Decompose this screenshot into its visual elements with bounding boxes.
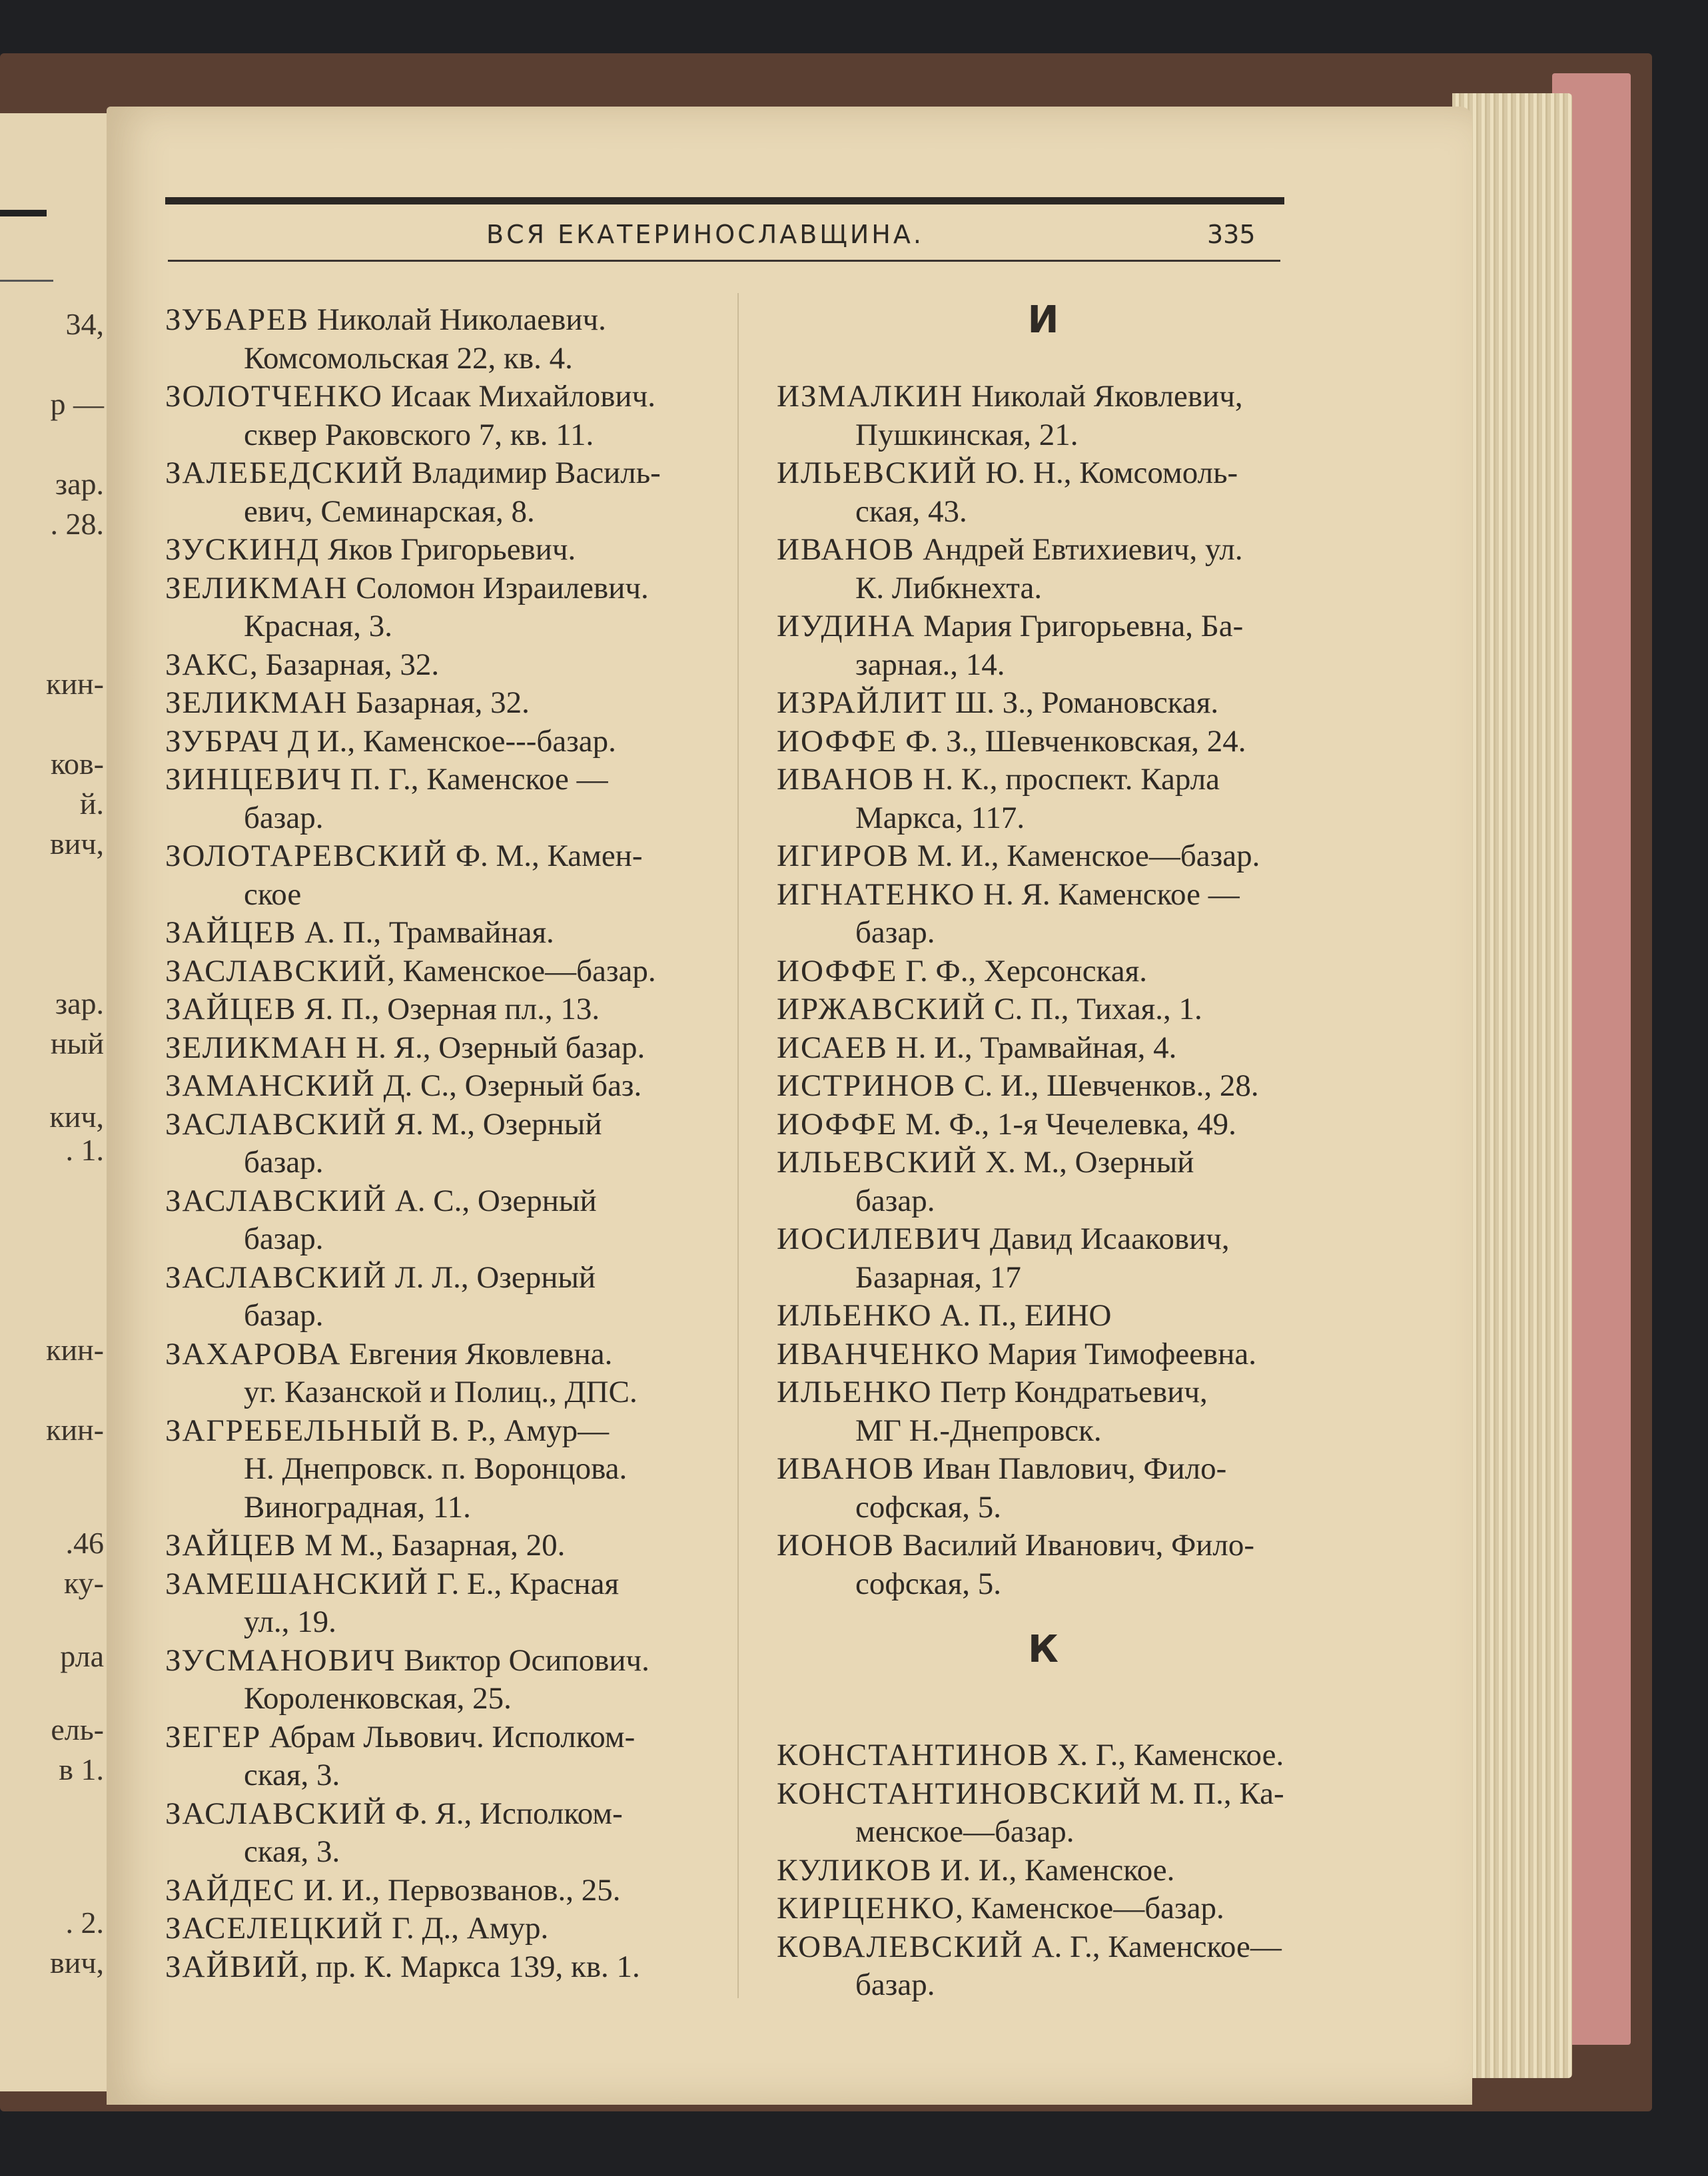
directory-entry [777,1852,1303,1890]
directory-entry [165,1718,698,1795]
entry-details: Д. С., Озерный баз. [375,1068,642,1103]
entry-continuation: базар. [855,1968,935,2002]
entry-first-line [165,684,698,723]
entry-surname: ЗАХАРОВА [165,1336,342,1371]
directory-entry [777,990,1303,1029]
directory-entry [777,1297,1303,1335]
entry-details: Давид Исаакович, [982,1222,1230,1256]
previous-page-fragment: зар. [55,467,104,501]
entry-first-line [165,1718,698,1757]
entry-details: , пр. К. Маркса 139, кв. 1. [300,1949,640,1984]
entry-surname: ЗАГРЕБЕЛЬНЫЙ [165,1413,423,1448]
left-column [165,301,698,1986]
entry-continuation: ское [244,877,302,912]
entry-details: Евгения Яковлевна. [341,1336,613,1371]
directory-entry [165,837,698,914]
entry-details: А. П., Трамвайная. [296,915,554,950]
entry-surname: ИЗМАЛКИН [777,379,964,414]
entry-first-line [165,1527,698,1565]
directory-entry [165,723,698,761]
directory-entry [165,1106,698,1182]
entry-surname: ИОФФЕ [777,1106,898,1142]
section-letter-i: И [1027,298,1059,342]
directory-entry [777,531,1303,607]
directory-entry [777,1144,1303,1220]
entry-first-line [777,1775,1303,1814]
entry-first-line [777,378,1303,416]
entry-details: Василий Иванович, Фило- [895,1528,1255,1563]
previous-page-fragment: ков- [50,747,104,781]
entry-details: Н. Я., Озерный базар. [348,1030,645,1065]
entry-surname: ЗЕЛИКМАН [165,685,348,720]
entry-surname: ИРЖАВСКИЙ [777,992,987,1026]
directory-entry [777,876,1303,952]
entry-continuation: Маркса, 117. [855,800,1025,835]
directory-entry [165,761,698,837]
entry-surname: ЗАМЕШАНСКИЙ [165,1566,429,1601]
directory-entry [165,684,698,723]
entry-continuation: Базарная, 17 [855,1260,1021,1295]
entry-details: Петр Кондратьевич, [932,1375,1208,1409]
entry-details: Абрам Львович. Исполком- [261,1719,636,1754]
entry-first-line [777,837,1303,876]
directory-entry [777,1067,1303,1106]
entry-surname: ИВАНОВ [777,762,915,797]
entry-details: Я. П., Озерная пл., 13. [296,992,600,1026]
entry-surname: ИВАНЧЕНКО [777,1336,981,1371]
section-i-entries [777,378,1303,1603]
entry-surname: ЗАСЛАВСКИЙ [165,1796,388,1831]
entry-surname: ИСТРИНОВ [777,1068,957,1103]
entry-surname: ЗАКС [165,647,250,682]
entry-first-line [165,378,698,416]
entry-surname: ЗУСКИНД [165,532,320,567]
entry-details: А. П., ЕИНО [932,1298,1112,1333]
entry-surname: ЗУБАРЕВ [165,302,310,337]
directory-entry [777,952,1303,991]
directory-entry [165,1565,698,1642]
directory-entry [165,952,698,991]
directory-entry [777,837,1303,876]
entry-details: М М., Базарная, 20. [296,1528,566,1563]
entry-continuation: базар. [855,915,935,950]
directory-entry [777,1527,1303,1603]
entry-surname: ЗАСЛАВСКИЙ [165,1260,388,1295]
entry-details: Иван Павлович, Фило- [915,1451,1227,1486]
directory-entry [777,1373,1303,1450]
entry-details: Базарная, 32. [348,685,530,720]
entry-first-line [165,952,698,991]
previous-page-fragment: в 1. [59,1752,104,1786]
entry-surname: ЗУСМАНОВИЧ [165,1642,396,1678]
previous-page-fragment: кин- [46,1413,104,1447]
directory-entry [165,1795,698,1872]
entry-details: Н. И., Трамвайная, 4. [887,1030,1177,1065]
previous-page-fragment: ный [50,1026,104,1060]
entry-details: Ю. Н., Комсомоль- [977,456,1238,490]
right-column [777,298,1303,2005]
entry-first-line [777,1736,1303,1775]
entry-surname: ИУДИНА [777,609,916,643]
entry-first-line [165,990,698,1029]
entry-first-line [777,1297,1303,1335]
previous-page-fragment: . 28. [50,507,104,541]
entry-continuation: Красная, 3. [244,609,392,643]
entry-surname: ЗАЙЦЕВ [165,915,297,950]
entry-details: Ф. З., Шевченковская, 24. [897,723,1246,759]
entry-surname: ЗАСЛАВСКИЙ [165,1183,388,1218]
entry-continuation: базар. [244,1222,324,1256]
running-title: ВСЯ ЕКАТЕРИНОСЛАВЩИНА. [486,220,924,249]
entry-details: Ф. М., Камен- [448,839,643,873]
entry-first-line [165,301,698,340]
entry-surname: КУЛИКОВ [777,1852,933,1888]
directory-entry [165,1335,698,1412]
entry-details: А. С., Озерный [387,1183,597,1218]
directory-entry [165,1642,698,1718]
entry-continuation: менское—базар. [855,1814,1074,1849]
entry-details: Андрей Евтихиевич, ул. [915,532,1243,567]
entry-surname: ИЛЬЕНКО [777,1375,933,1409]
previous-page-fragment: кин- [46,667,104,701]
entry-first-line [777,1852,1303,1890]
entry-surname: КОВАЛЕВСКИЙ [777,1929,1024,1964]
entry-first-line [165,1642,698,1680]
directory-entry [165,646,698,685]
entry-first-line [165,454,698,493]
entry-details: Владимир Василь- [404,456,661,490]
entry-continuation: базар. [244,800,324,835]
page-number: 335 [1207,220,1256,249]
directory-entry [777,1450,1303,1527]
entry-surname: ЗЕЛИКМАН [165,570,348,605]
entry-surname: ЗАСЕЛЕЦКИЙ [165,1911,384,1946]
directory-entry [165,378,698,454]
entry-surname: ЗАЙЦЕВ [165,1528,297,1563]
entry-surname: ЗАЛЕБЕДСКИЙ [165,456,404,490]
entry-first-line [777,1067,1303,1106]
entry-surname: ИСАЕВ [777,1030,888,1065]
entry-details: Л. Л., Озерный [387,1260,596,1295]
entry-surname: ИЛЬЕВСКИЙ [777,456,978,490]
section-letter-k: К [1028,1628,1059,1671]
directory-entry [165,1489,698,1527]
entry-details: Виктор Осипович. [396,1642,649,1678]
directory-entry [777,378,1303,454]
directory-entry [165,1259,698,1335]
entry-first-line [165,1948,698,1987]
entry-surname: ИВАНОВ [777,532,915,567]
entry-first-line [165,1872,698,1910]
entry-first-line [777,684,1303,723]
directory-entry [777,684,1303,723]
previous-page-edge [0,113,107,2091]
entry-first-line [165,646,698,685]
entry-surname: ИЛЬЕВСКИЙ [777,1145,978,1180]
entry-details: Яков Григорьевич. [320,532,576,567]
entry-surname: ЗАСЛАВСКИЙ [165,1106,388,1142]
directory-entry [165,454,698,531]
entry-details: Ф. Я., Исполком- [387,1796,623,1831]
directory-entry [165,914,698,952]
entry-first-line [165,569,698,608]
entry-first-line [777,1527,1303,1565]
directory-entry [165,1872,698,1910]
entry-details: Ш. З., Романовская. [947,685,1219,720]
directory-entry [165,990,698,1029]
entry-surname: ИЗРАЙЛИТ [777,685,948,720]
entry-details: М. П., Ка- [1142,1776,1284,1811]
directory-entry [777,1928,1303,2005]
entry-first-line [165,1259,698,1297]
directory-entry [777,607,1303,684]
entry-surname: ЗОЛОТАРЕВСКИЙ [165,839,448,873]
entry-details: И. И., Каменское. [932,1852,1175,1888]
entry-continuation: Виноградная, 11. [244,1489,471,1525]
previous-page-fragment: кич, [49,1100,104,1134]
directory-entry [777,761,1303,837]
entry-details: Я. М., Озерный [387,1106,602,1142]
entry-first-line [165,723,698,761]
entry-first-line [777,607,1303,646]
entry-continuation: уг. Казанской и Полиц., ДПС. [244,1375,638,1409]
entry-first-line [165,1565,698,1604]
header-rule-bottom [168,260,1280,262]
entry-first-line [165,914,698,952]
entry-details: Г. Д., Амур. [384,1911,549,1946]
entry-continuation: ская, 43. [855,494,967,529]
entry-continuation: базар. [855,1183,935,1218]
directory-entry [165,1412,698,1489]
entry-surname: КИРЦЕНКО [777,1891,956,1926]
previous-page-fragment: . 2. [65,1906,104,1940]
entry-surname: ЗЕГЕР [165,1719,262,1754]
entry-continuation: Н. Днепровск. п. Воронцова. [244,1451,628,1486]
entry-first-line [165,1335,698,1374]
entry-surname: ИОФФЕ [777,723,898,759]
entry-first-line [777,723,1303,761]
entry-first-line [777,1144,1303,1182]
previous-page-fragment: .46 [65,1526,104,1560]
entry-details: Н. Я. Каменское — [975,877,1240,912]
previous-page-fragment: р — [50,387,104,421]
entry-first-line [777,531,1303,569]
entry-details: , Каменское—базар. [387,953,656,988]
entry-details: Николай Яковлевич, [963,379,1243,414]
entry-surname: ИГИРОВ [777,839,910,873]
entry-surname: ИОСИЛЕВИЧ [777,1222,983,1256]
entry-surname: КОНСТАНТИНОВСКИЙ [777,1776,1142,1811]
entry-continuation: ская, 3. [244,1758,340,1792]
entry-details: А. Г., Каменское— [1023,1929,1282,1964]
entry-details: Исаак Михайлович. [383,379,655,414]
directory-entry [165,1067,698,1106]
directory-entry [777,1736,1303,1775]
entry-surname: ЗОЛОТЧЕНКО [165,379,383,414]
entry-first-line [165,1067,698,1106]
directory-entry [777,1106,1303,1144]
previous-page-fragment: . 1. [65,1133,104,1167]
entry-first-line [165,1412,698,1451]
entry-surname: ЗЕЛИКМАН [165,1030,348,1065]
entry-first-line [777,761,1303,799]
entry-details: Николай Николаевич. [309,302,606,337]
previous-page-fragment: 34, [65,307,104,341]
directory-entry [777,1775,1303,1852]
entry-details: Х. М., Озерный [977,1145,1194,1180]
directory-entry [777,723,1303,761]
entry-surname: ИВАНОВ [777,1451,915,1486]
previous-page-fragment: зар. [55,986,104,1020]
entry-first-line [777,1335,1303,1374]
entry-surname: ЗИНЦЕВИЧ [165,762,342,797]
entry-first-line [165,1029,698,1068]
entry-first-line [165,1182,698,1221]
directory-entry [777,454,1303,531]
entry-first-line [777,1928,1303,1967]
entry-continuation: базар. [244,1298,324,1333]
entry-details: , Каменское—базар. [955,1891,1224,1926]
entry-surname: КОНСТАНТИНОВ [777,1738,1050,1772]
directory-entry [165,1029,698,1068]
directory-entry [165,1182,698,1259]
header-rule-top [165,197,1284,204]
directory-entry [777,1335,1303,1374]
entry-details: Г. Ф., Херсонская. [897,953,1147,988]
entry-surname: ЗАЙЦЕВ [165,992,297,1026]
entry-first-line [777,454,1303,493]
directory-entry [165,569,698,646]
entry-continuation: софская, 5. [855,1566,1002,1601]
entry-continuation: зарная., 14. [855,647,1005,682]
entry-details: Мария Григорьевна, Ба- [915,609,1244,643]
entry-first-line [165,531,698,569]
entry-continuation: базар. [244,1145,324,1180]
entry-continuation: софская, 5. [855,1489,1002,1525]
entry-first-line [777,1890,1303,1928]
entry-first-line [777,1106,1303,1144]
entry-details: М. И., Каменское—базар. [909,839,1260,873]
previous-page-fragment: рла [60,1639,104,1673]
column-divider [737,293,739,1998]
entry-details: И. И., Первозванов., 25. [295,1872,621,1908]
directory-entry [165,1910,698,1948]
entry-first-line [777,1220,1303,1259]
previous-page-fragment: ель- [51,1712,104,1746]
entry-details: С. П., Тихая., 1. [986,992,1202,1026]
entry-surname: ЗАМАНСКИЙ [165,1068,376,1103]
previous-page-fragment: вич, [50,827,104,861]
entry-details: Соломон Израилевич. [348,570,649,605]
directory-entry [777,1220,1303,1297]
entry-surname: ЗАСЛАВСКИЙ [165,953,388,988]
entry-details: Н. К., проспект. Карла [915,762,1220,797]
entry-first-line [777,876,1303,914]
entry-continuation: МГ Н.-Днепровск. [855,1413,1102,1448]
previous-page-fragment: ку- [63,1566,104,1600]
entry-first-line [777,1029,1303,1068]
directory-entry [165,1527,698,1565]
previous-page-fragment: кин- [46,1333,104,1367]
entry-continuation: сквер Раковского 7, кв. 11. [244,417,594,452]
entry-details: П. Г., Каменское — [342,762,608,797]
entry-details: Г. Е., Красная [428,1566,620,1601]
entry-first-line [777,990,1303,1029]
entry-details: Х. Г., Каменское. [1049,1738,1284,1772]
previous-page-rule [0,210,47,216]
entry-surname: ЗАЙДЕС [165,1872,296,1908]
entry-details: С. И., Шевченков., 28. [956,1068,1259,1103]
entry-surname: ЗАЙВИЙ [165,1949,300,1984]
entry-first-line [777,1450,1303,1489]
entry-continuation: Пушкинская, 21. [855,417,1078,452]
entry-details: Д И., Каменское---базар. [280,723,616,759]
directory-entry [777,1029,1303,1068]
entry-first-line [777,952,1303,991]
entry-first-line [165,1106,698,1144]
entry-continuation: ская, 3. [244,1834,340,1869]
entry-continuation: евич, Семинарская, 8. [244,494,535,529]
entry-first-line [777,1373,1303,1412]
directory-entry [165,301,698,378]
entry-surname: ЗУБРАЧ [165,723,280,759]
entry-details: М. Ф., 1-я Чечелевка, 49. [897,1106,1236,1142]
previous-page-thin-rule [0,280,53,282]
entry-details: , Базарная, 32. [250,647,440,682]
entry-first-line [165,761,698,799]
directory-entry [165,1948,698,1987]
directory-entry [165,531,698,569]
entry-details: В. Р., Амур— [422,1413,610,1448]
entry-continuation: Короленковская, 25. [244,1681,512,1716]
previous-page-fragment: вич, [50,1946,104,1980]
entry-surname: ИГНАТЕНКО [777,877,976,912]
entry-details: Мария Тимофеевна. [980,1336,1257,1371]
entry-first-line [165,1910,698,1948]
previous-page-fragment: й. [79,787,104,821]
entry-first-line [165,837,698,876]
entry-surname: ИОНОВ [777,1528,895,1563]
entry-first-line [165,1795,698,1834]
directory-entry [777,1890,1303,1928]
entry-continuation: К. Либкнехта. [855,570,1043,605]
section-k-entries [777,1736,1303,2005]
entry-surname: ИОФФЕ [777,953,898,988]
entry-surname: ИЛЬЕНКО [777,1298,933,1333]
entry-continuation: ул., 19. [244,1605,336,1639]
entry-continuation: Комсомольская 22, кв. 4. [244,340,573,376]
